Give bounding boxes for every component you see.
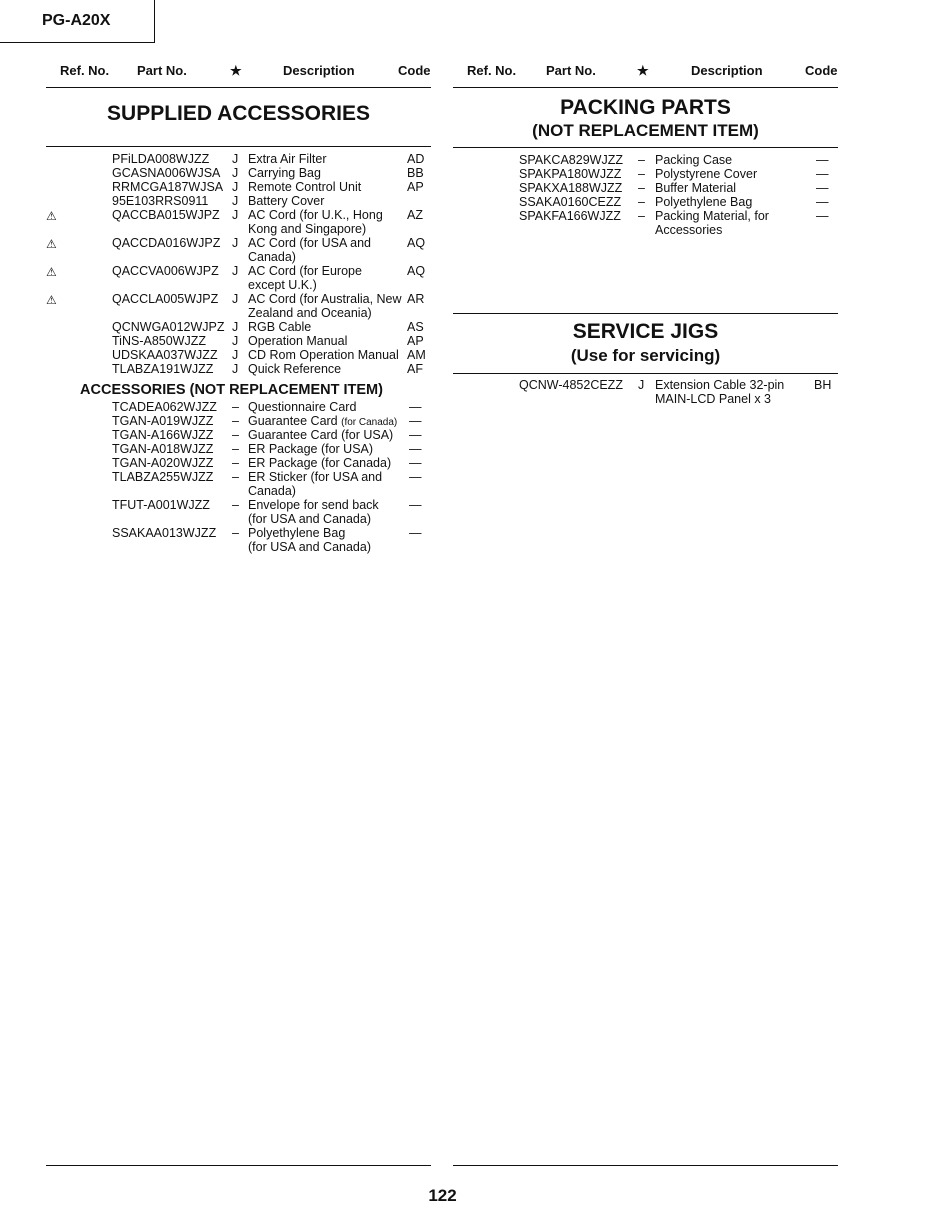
rank-mark: –: [232, 526, 239, 540]
table-row: [46, 292, 431, 320]
rank-mark: –: [638, 195, 645, 209]
rank-mark: J: [232, 194, 239, 208]
description-line: Polyethylene Bag: [248, 526, 346, 540]
price-code: —: [816, 181, 829, 195]
price-code: AP: [407, 334, 424, 348]
part-number: SSAKA0160CEZZ: [519, 195, 622, 209]
accessories-nr-list: [46, 400, 431, 554]
rank-mark: –: [638, 153, 645, 167]
table-row: [453, 195, 838, 209]
part-number: TiNS-A850WJZZ: [112, 334, 206, 348]
price-code: —: [816, 153, 829, 167]
description: [248, 292, 402, 320]
packing-list: [453, 153, 838, 313]
description-line-2: (for USA and Canada): [248, 512, 371, 526]
table-row: [46, 334, 431, 348]
supplied-list: [46, 152, 431, 376]
table-row: [46, 264, 431, 292]
description-line: Buffer Material: [655, 181, 737, 195]
header-description: Description: [283, 63, 355, 78]
price-code: —: [816, 209, 829, 223]
description: [655, 167, 757, 181]
description: [248, 526, 371, 554]
description-line: ER Package (for USA): [248, 442, 374, 456]
part-number: TCADEA062WJZZ: [112, 400, 217, 414]
table-row: [453, 209, 838, 237]
description-line: RGB Cable: [248, 320, 312, 334]
description-note: (for Canada): [341, 417, 398, 428]
rank-mark: J: [232, 166, 239, 180]
model-name: PG-A20X: [42, 12, 111, 29]
description-line: Quick Reference: [248, 362, 342, 376]
part-number: QACCDA016WJPZ: [112, 236, 221, 250]
description-line-2: except U.K.): [248, 278, 317, 292]
price-code: —: [816, 167, 829, 181]
rank-mark: J: [638, 378, 645, 392]
description-line: Extension Cable 32-pin: [655, 378, 785, 392]
table-row: [46, 152, 431, 166]
section-title-accessories-nr: ACCESSORIES (NOT REPLACEMENT ITEM): [80, 382, 383, 398]
header-part-no: Part No.: [137, 63, 187, 78]
rank-mark: –: [232, 470, 239, 484]
table-row: [46, 456, 431, 470]
section-rule: [453, 147, 838, 148]
rank-mark: J: [232, 292, 239, 306]
table-row: [46, 236, 431, 264]
description-line: Envelope for send back: [248, 498, 379, 512]
part-number: PFiLDA008WJZZ: [112, 152, 210, 166]
description: [248, 208, 383, 236]
part-number: SPAKCA829WJZZ: [519, 153, 623, 167]
description-line: AC Cord (for U.K., Hong: [248, 208, 383, 222]
part-number: SPAKPA180WJZZ: [519, 167, 622, 181]
description: [655, 378, 784, 406]
rank-mark: J: [232, 208, 239, 222]
table-row: [46, 166, 431, 180]
table-row: [46, 526, 431, 554]
description: [248, 470, 382, 498]
rank-mark: –: [638, 181, 645, 195]
part-number: RRMCGA187WJSA: [112, 180, 224, 194]
description-line: CD Rom Operation Manual: [248, 348, 399, 362]
part-number: TGAN-A019WJZZ: [112, 414, 214, 428]
price-code: AP: [407, 180, 424, 194]
price-code: —: [816, 195, 829, 209]
table-row: [453, 181, 838, 195]
description: [248, 456, 391, 470]
table-row: [46, 400, 431, 414]
table-row: [46, 470, 431, 498]
price-code: BB: [407, 166, 424, 180]
description: [655, 209, 769, 237]
price-code: —: [409, 428, 422, 442]
table-row: [46, 442, 431, 456]
header-code: Code: [398, 63, 431, 78]
description-line: Remote Control Unit: [248, 180, 362, 194]
part-number: 95E103RRS0911: [112, 194, 209, 208]
description: [248, 348, 399, 362]
section-title-jigs: SERVICE JIGS: [572, 320, 719, 343]
rank-mark: J: [232, 362, 239, 376]
description: [248, 166, 321, 180]
description: [248, 320, 311, 334]
description-line: Packing Material, for: [655, 209, 769, 223]
section-rule: [46, 146, 431, 147]
section-rule: [453, 373, 838, 374]
price-code: —: [409, 400, 422, 414]
description-line: AC Cord (for USA and: [248, 236, 371, 250]
description-line-2: Canada): [248, 484, 296, 498]
part-number: QCNWGA012WJPZ: [112, 320, 225, 334]
price-code: AQ: [407, 236, 426, 250]
rank-mark: –: [232, 442, 239, 456]
description: [248, 180, 361, 194]
part-number: QACCLA005WJPZ: [112, 292, 219, 306]
header-rule: [453, 87, 838, 88]
rank-mark: J: [232, 334, 239, 348]
column-header-right: [453, 60, 838, 82]
price-code: AD: [407, 152, 425, 166]
description-line: ER Package (for Canada): [248, 456, 392, 470]
table-row: [46, 362, 431, 376]
description: [248, 362, 341, 376]
description-line: Questionnaire Card: [248, 400, 357, 414]
price-code: AF: [407, 362, 423, 376]
table-row: [46, 498, 431, 526]
left-column: [46, 60, 431, 554]
part-number: QACCVA006WJPZ: [112, 264, 219, 278]
description: [248, 334, 347, 348]
table-row: [46, 320, 431, 334]
price-code: —: [409, 498, 422, 512]
table-row: [46, 208, 431, 236]
page-number: 122: [428, 1186, 457, 1205]
table-row: [46, 428, 431, 442]
rank-mark: –: [638, 167, 645, 181]
part-number: SSAKAA013WJZZ: [112, 526, 217, 540]
description-line: Extra Air Filter: [248, 152, 327, 166]
description: [248, 428, 393, 442]
description-line: Guarantee Card (for USA): [248, 428, 394, 442]
part-number: QACCBA015WJPZ: [112, 208, 220, 222]
description-line: Packing Case: [655, 153, 733, 167]
description-line-2: Kong and Singapore): [248, 222, 367, 236]
description-line: AC Cord (for Europe: [248, 264, 362, 278]
header-rule: [46, 87, 431, 88]
part-number: TGAN-A166WJZZ: [112, 428, 214, 442]
part-number: GCASNA006WJSA: [112, 166, 221, 180]
rank-mark: –: [232, 498, 239, 512]
description-line-2: MAIN-LCD Panel x 3: [655, 392, 772, 406]
description-line: Carrying Bag: [248, 166, 321, 180]
section-title-supplied: SUPPLIED ACCESSORIES: [107, 102, 370, 125]
right-column: [453, 60, 838, 406]
rank-mark: –: [638, 209, 645, 223]
model-label-box: [0, 0, 155, 43]
price-code: —: [409, 456, 422, 470]
rank-mark: J: [232, 320, 239, 334]
description-line: Guarantee Card: [248, 414, 342, 428]
rank-mark: –: [232, 456, 239, 470]
description: [248, 194, 324, 208]
table-row: [453, 378, 838, 406]
description: [655, 181, 736, 195]
price-code: —: [409, 470, 422, 484]
part-number: TFUT-A001WJZZ: [112, 498, 210, 512]
part-number: SPAKXA188WJZZ: [519, 181, 623, 195]
description: [655, 195, 752, 209]
warning-icon: ⚠: [46, 209, 57, 223]
table-row: [453, 153, 838, 167]
part-number: UDSKAA037WJZZ: [112, 348, 218, 362]
rank-mark: J: [232, 180, 239, 194]
price-code: —: [409, 526, 422, 540]
price-code: —: [409, 414, 422, 428]
header-star: ★: [230, 63, 242, 78]
table-row: [453, 167, 838, 181]
part-number: QCNW-4852CEZZ: [519, 378, 623, 392]
rank-mark: J: [232, 348, 239, 362]
table-row: [46, 348, 431, 362]
description-line: Polystyrene Cover: [655, 167, 758, 181]
description-line: ER Sticker (for USA and: [248, 470, 383, 484]
section-rule: [453, 313, 838, 314]
description: [248, 236, 371, 264]
price-code: —: [409, 442, 422, 456]
table-row: [46, 194, 431, 208]
rank-mark: –: [232, 414, 239, 428]
header-ref-no: Ref. No.: [467, 63, 517, 78]
part-number: TLABZA191WJZZ: [112, 362, 214, 376]
header-description: Description: [691, 63, 763, 78]
header-star: ★: [637, 63, 649, 78]
footer-rule-right: [453, 1165, 838, 1166]
description: [655, 153, 732, 167]
price-code: AM: [407, 348, 426, 362]
footer-rule-left: [46, 1165, 431, 1166]
description: [248, 152, 327, 166]
header-part-no: Part No.: [546, 63, 596, 78]
rank-mark: –: [232, 428, 239, 442]
warning-icon: ⚠: [46, 265, 57, 279]
description-line-2: Accessories: [655, 223, 723, 237]
description: [248, 442, 373, 456]
description-line: Battery Cover: [248, 194, 325, 208]
rank-mark: J: [232, 152, 239, 166]
price-code: AR: [407, 292, 425, 306]
description-line: Polyethylene Bag: [655, 195, 753, 209]
part-number: SPAKFA166WJZZ: [519, 209, 621, 223]
description: [248, 400, 356, 414]
warning-icon: ⚠: [46, 293, 57, 307]
header-ref-no: Ref. No.: [60, 63, 110, 78]
jigs-list: [453, 378, 838, 406]
part-number: TGAN-A020WJZZ: [112, 456, 214, 470]
rank-mark: J: [232, 236, 239, 250]
table-row: [46, 180, 431, 194]
table-row: [46, 414, 431, 428]
part-number: TGAN-A018WJZZ: [112, 442, 214, 456]
description-line: AC Cord (for Australia, New: [248, 292, 402, 306]
column-header-left: [46, 60, 431, 82]
warning-icon: ⚠: [46, 237, 57, 251]
price-code: AS: [407, 320, 424, 334]
description: [248, 264, 362, 292]
part-number: TLABZA255WJZZ: [112, 470, 214, 484]
price-code: AZ: [407, 208, 423, 222]
rank-mark: –: [232, 400, 239, 414]
description-line-2: Canada): [248, 250, 296, 264]
price-code: AQ: [407, 264, 426, 278]
description-line-2: Zealand and Oceania): [248, 306, 372, 320]
section-title-packing: PACKING PARTS: [560, 96, 731, 119]
section-subtitle-packing: (NOT REPLACEMENT ITEM): [532, 121, 759, 140]
rank-mark: J: [232, 264, 239, 278]
description-line: Operation Manual: [248, 334, 348, 348]
header-code: Code: [805, 63, 838, 78]
section-subtitle-jigs: (Use for servicing): [570, 346, 721, 365]
description-line-2: (for USA and Canada): [248, 540, 371, 554]
price-code: BH: [814, 378, 832, 392]
description: [248, 498, 379, 526]
